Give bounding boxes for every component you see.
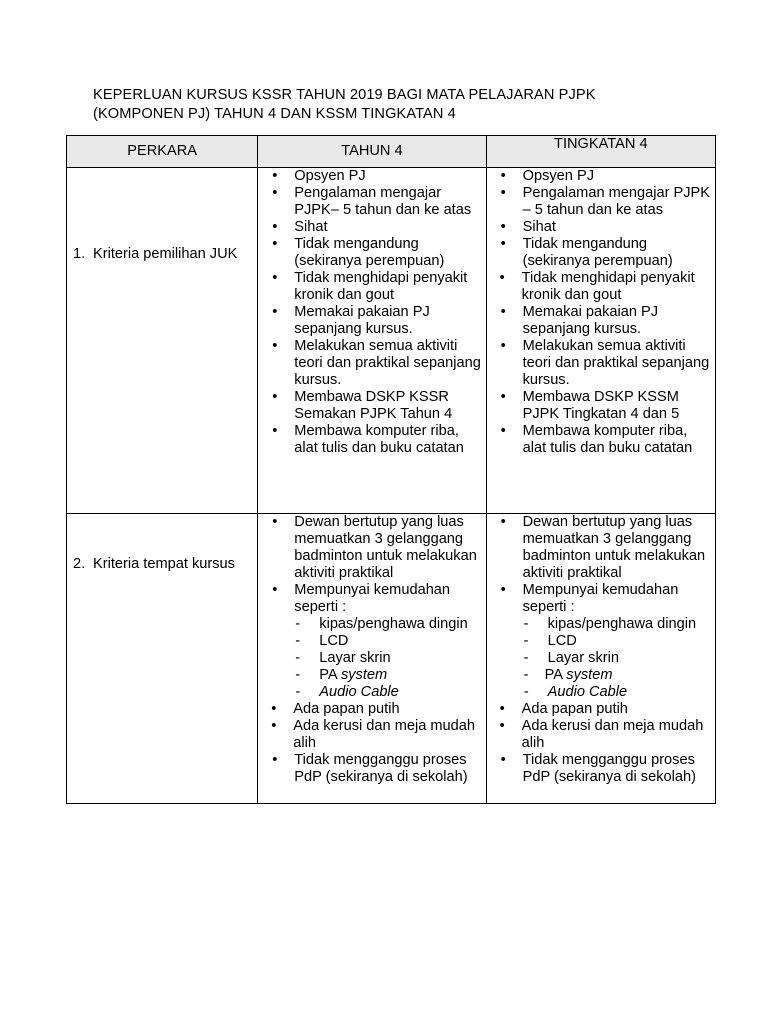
table-row	[67, 514, 716, 804]
list-item: • Membawa komputer riba, alat tulis dan buku catatan	[487, 423, 715, 457]
header-perkara: PERKARA	[67, 136, 258, 168]
criteria-cell	[67, 168, 258, 514]
list-item: • Opsyen PJ	[258, 168, 485, 185]
list-subitem: - kipas/penghawa dingin	[487, 616, 715, 633]
list-subitem: - LCD	[487, 633, 715, 650]
table-header-row	[67, 136, 716, 168]
list-item: • Pengalaman mengajar PJPK – 5 tahun dan ke atas	[487, 185, 715, 219]
criteria-cell	[67, 514, 258, 804]
list-item: • Memakai pakaian PJ sepanjang kursus.	[487, 304, 715, 338]
list-subitem: - PA system	[258, 667, 485, 684]
list-subitem: - Audio Cable	[487, 684, 715, 701]
list-subitem: - Layar skrin	[258, 650, 485, 667]
list-item: • Tidak mengandung (sekiranya perempuan)	[487, 236, 715, 270]
list-item: • Tidak menghidapi penyakit kronik dan gout	[258, 270, 485, 304]
list-subitem: - PA system	[487, 667, 715, 684]
tahun4-list	[258, 514, 485, 786]
list-item: • Opsyen PJ	[487, 168, 715, 185]
list-item: • Tidak mengganggu proses PdP (sekiranya di sekolah)	[487, 752, 715, 786]
list-subitem: - Audio Cable	[258, 684, 485, 701]
header-tahun-4: TAHUN 4	[258, 136, 486, 168]
list-item: • Dewan bertutup yang luas memuatkan 3 gelanggang badminton untuk melakukan aktiviti praktikal	[258, 514, 485, 582]
list-subitem: - LCD	[258, 633, 485, 650]
requirements-table	[66, 135, 716, 804]
list-item: • Membawa komputer riba, alat tulis dan buku catatan	[258, 423, 485, 457]
list-subitem: - Layar skrin	[487, 650, 715, 667]
list-item: • Mempunyai kemudahan seperti :	[258, 582, 485, 616]
list-item: • Melakukan semua aktiviti teori dan praktikal sepanjang kursus.	[258, 338, 485, 389]
list-item: • Tidak menghidapi penyakit kronik dan gout	[487, 270, 715, 304]
header-tingkatan-4: TINGKATAN 4	[486, 136, 715, 168]
tahun4-cell	[258, 168, 486, 514]
list-item: • Tidak mengganggu proses PdP (sekiranya di sekolah)	[258, 752, 485, 786]
criteria-label: 2. Kriteria tempat kursus	[73, 556, 235, 572]
list-item: • Membawa DSKP KSSM PJPK Tingkatan 4 dan 5	[487, 389, 715, 423]
title-line-2: (KOMPONEN PJ) TAHUN 4 DAN KSSM TINGKATAN 4	[93, 106, 456, 122]
tingkatan4-cell	[486, 168, 715, 514]
tingkatan4-cell	[486, 514, 715, 804]
table-row	[67, 168, 716, 514]
tahun4-list	[258, 168, 485, 457]
tingkatan4-list	[487, 168, 715, 457]
list-item: • Ada papan putih	[487, 701, 715, 718]
list-item: • Ada kerusi dan meja mudah alih	[487, 718, 715, 752]
list-item: • Dewan bertutup yang luas memuatkan 3 gelanggang badminton untuk melakukan aktiviti praktikal	[487, 514, 715, 582]
document-title	[93, 86, 733, 124]
list-item: • Membawa DSKP KSSR Semakan PJPK Tahun 4	[258, 389, 485, 423]
list-item: • Ada papan putih	[258, 701, 485, 718]
title-line-1: KEPERLUAN KURSUS KSSR TAHUN 2019 BAGI MATA PELAJARAN PJPK	[93, 87, 596, 103]
list-item: • Sihat	[258, 219, 485, 236]
criteria-label: 1. Kriteria pemilihan JUK	[73, 246, 238, 262]
tingkatan4-list	[487, 514, 715, 786]
list-subitem: - kipas/penghawa dingin	[258, 616, 485, 633]
tahun4-cell	[258, 514, 486, 804]
list-item: • Mempunyai kemudahan seperti :	[487, 582, 715, 616]
list-item: • Tidak mengandung (sekiranya perempuan)	[258, 236, 485, 270]
list-item: • Melakukan semua aktiviti teori dan praktikal sepanjang kursus.	[487, 338, 715, 389]
list-item: • Memakai pakaian PJ sepanjang kursus.	[258, 304, 485, 338]
list-item: • Pengalaman mengajar PJPK– 5 tahun dan ke atas	[258, 185, 485, 219]
list-item: • Ada kerusi dan meja mudah alih	[258, 718, 485, 752]
list-item: • Sihat	[487, 219, 715, 236]
